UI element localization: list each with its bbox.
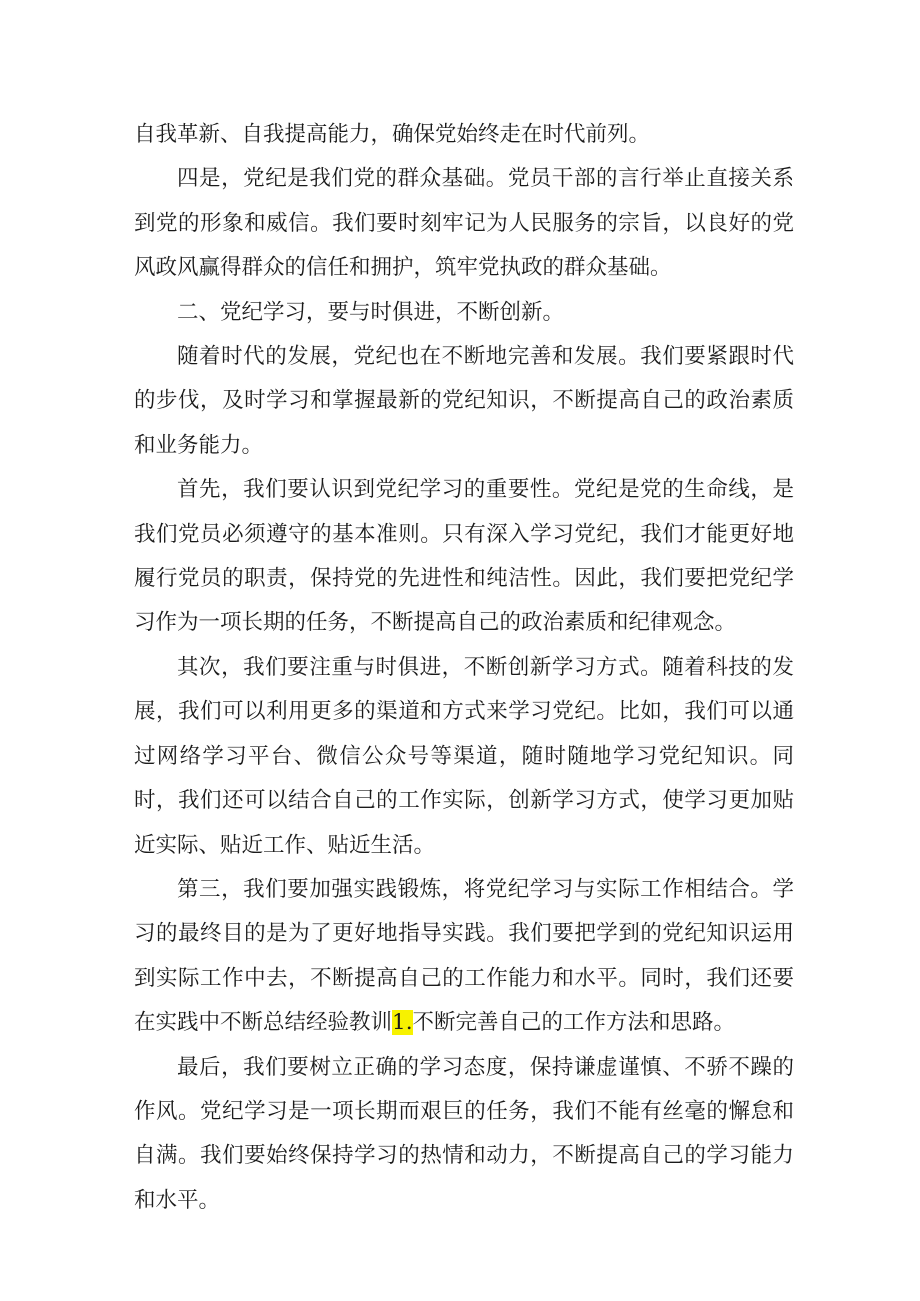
paragraph-third xyxy=(134,868,794,1046)
paragraph-point-four: 四是，党纪是我们党的群众基础。党员干部的言行举止直接关系到党的形象和威信。我们要时刻牢记为人民服务的宗旨，以良好的党风政风赢得群众的信任和拥护，筑牢党执政的群众基础。 xyxy=(134,166,794,281)
paragraph-first: 首先，我们要认识到党纪学习的重要性。党纪是党的生命线，是我们党员必须遵守的基本准则。只有深入学习党纪，我们才能更好地履行党员的职责，保持党的先进性和纯洁性。因此，我们要把党纪学习作为一项长期的任务，不断提高自己的政治素质和纪律观念。 xyxy=(134,477,794,636)
highlighted-number-marker: 1. xyxy=(392,1010,413,1036)
paragraph-third-tail: 不断完善自己的工作方法和思路。 xyxy=(412,1010,736,1036)
paragraph-second: 其次，我们要注重与时俱进，不断创新学习方式。随着科技的发展，我们可以利用更多的渠道和方式来学习党纪。比如，我们可以通过网络学习平台、微信公众号等渠道，随时随地学习党纪知识。同时，我们还可以结合自己的工作实际，创新学习方式，使学习更加贴近实际、贴近工作、贴近生活。 xyxy=(134,654,794,858)
paragraph-development: 随着时代的发展，党纪也在不断地完善和发展。我们要紧跟时代的步伐，及时学习和掌握最新的党纪知识，不断提高自己的政治素质和业务能力。 xyxy=(134,344,794,458)
document-body xyxy=(134,113,794,1223)
paragraph-last: 最后，我们要树立正确的学习态度，保持谦虚谨慎、不骄不躁的作风。党纪学习是一项长期而艰巨的任务，我们不能有丝毫的懈怠和自满。我们要始终保持学习的热情和动力，不断提高自己的学习能力和水平。 xyxy=(134,1054,794,1213)
paragraph-third-text: 第三，我们要加强实践锻炼，将党纪学习与实际工作相结合。学习的最终目的是为了更好地指导实践。我们要把学到的党纪知识运用到实际工作中去，不断提高自己的工作能力和水平。同时，我们还要在实践中不断总结经验教训 xyxy=(134,876,794,1036)
section-heading-two: 二、党纪学习，要与时俱进，不断创新。 xyxy=(177,299,565,325)
paragraph-continuation: 自我革新、自我提高能力，确保党始终走在时代前列。 xyxy=(134,122,651,147)
